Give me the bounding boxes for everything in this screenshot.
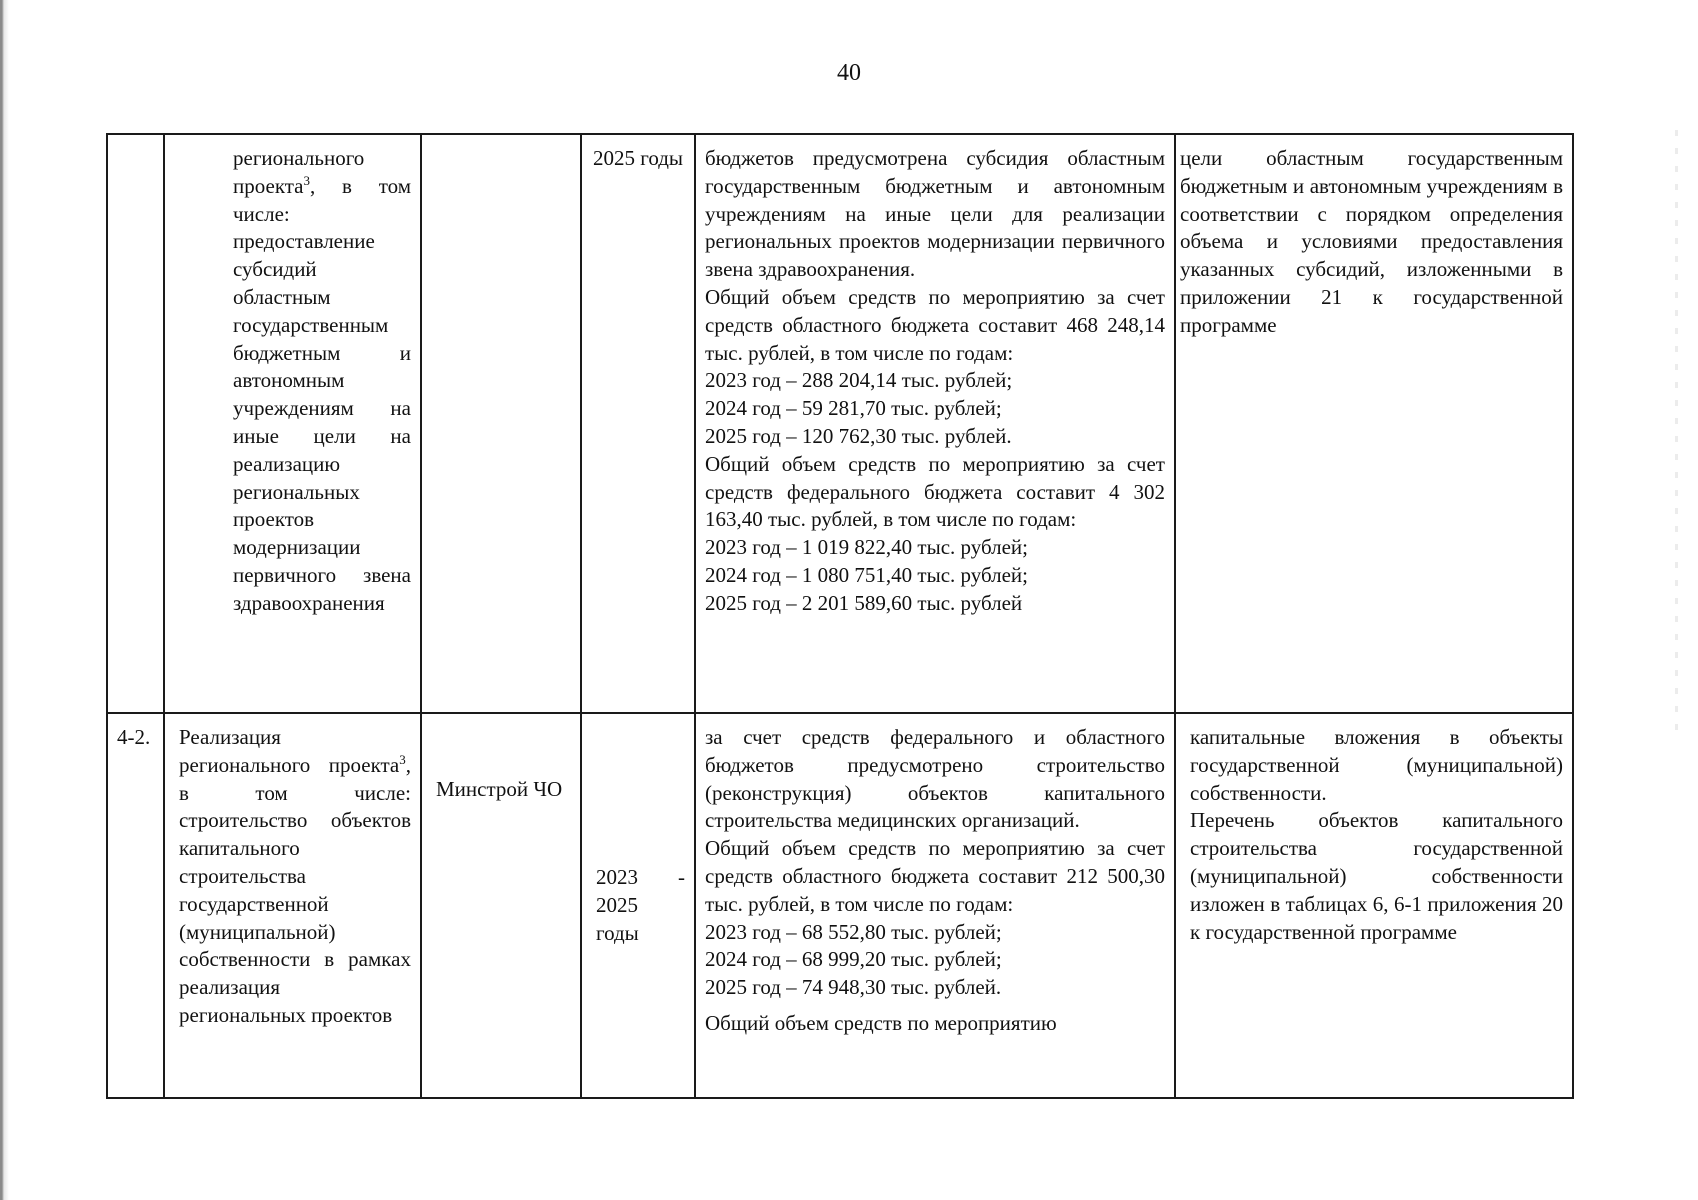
description-paragraph: 2024 год – 59 281,70 тыс. рублей;	[705, 396, 1002, 421]
row-number-cell	[107, 713, 164, 1098]
measure-name: Реализация регионального проекта$^3$, в том числе: строительство объектов капитального строительства государственной (муниципальной) собственности в рамках реализация региональных проектов	[179, 725, 411, 1027]
measures-table	[106, 133, 1574, 1099]
description-paragraph: Общий объем средств по мероприятию за счет средств областного бюджета составит 212 500,30 тыс. рублей, в том числе по годам:	[705, 836, 1165, 916]
description-paragraph: 2025 год – 2 201 589,60 тыс. рублей	[705, 590, 1023, 615]
description-paragraph: Общий объем средств по мероприятию за счет средств федерального бюджета составит 4 302 163,40 тыс. рублей, в том числе по годам:	[705, 451, 1165, 532]
description-paragraph: Общий объем средств по мероприятию	[705, 1010, 1057, 1035]
description-paragraph: за счет средств федерального и областного бюджетов предусмотрено строительство (реконструкция) объектов капитального строительства медицинских организаций.	[705, 725, 1165, 833]
description-paragraph: 2023 год – 288 204,14 тыс. рублей;	[705, 368, 1013, 393]
notes-paragraph: цели областным государственным бюджетным и автономным учреждениям в соответствии с порядком определения объема и условиями предоставления указанных субсидий, изложенными в приложении 21 к государственной программе	[1180, 146, 1563, 337]
table-row	[107, 134, 1573, 713]
scan-edge-left	[0, 0, 9, 1200]
description-paragraph: бюджетов предусмотрена субсидия областным государственным бюджетным и автономным учреждениям на иные цели для реализации региональных проектов модернизации первичного звена здравоохранения.	[705, 146, 1165, 282]
notes-cell	[1175, 134, 1573, 713]
executor-cell	[421, 134, 581, 713]
row-number: 4-2.	[117, 725, 151, 749]
period-cell	[581, 134, 695, 713]
period-cell	[581, 713, 695, 1098]
measure-name-cell	[164, 713, 421, 1098]
description-paragraph: 2024 год – 68 999,20 тыс. рублей;	[705, 947, 1002, 972]
measure-name: регионального проекта$^3$, в том числе: предоставление субсидий областным государственным бюджетным и автономным учреждениям на иные цели на реализацию региональных проектов модернизации первичного звена здравоохранения	[233, 146, 411, 615]
paragraph-gap	[705, 1002, 1165, 1010]
executor: Минстрой ЧО	[436, 777, 563, 801]
description-paragraph: 2025 год – 120 762,30 тыс. рублей.	[705, 423, 1012, 448]
notes-paragraph: Перечень объектов капитального строительства государственной (муниципальной) собственности изложен в таблицах 6, 6-1 приложения 20 к государственной программе	[1190, 808, 1563, 944]
description-paragraph: 2023 год – 68 552,80 тыс. рублей;	[705, 919, 1002, 944]
period: 2023 - 2025 годы	[596, 865, 685, 945]
notes-cell	[1175, 713, 1573, 1098]
description-cell	[695, 134, 1175, 713]
page-number: 40	[837, 60, 861, 86]
description-cell	[695, 713, 1175, 1098]
period: 2025 годы	[592, 146, 684, 170]
notes-paragraph: капитальные вложения в объекты государственной (муниципальной) собственности.	[1190, 725, 1563, 805]
executor-cell	[421, 713, 581, 1098]
description-paragraph: 2024 год – 1 080 751,40 тыс. рублей;	[705, 562, 1029, 587]
measure-name-cell	[164, 134, 421, 713]
table-row	[107, 713, 1573, 1098]
scan-edge-right	[1675, 130, 1678, 730]
row-number-cell	[107, 134, 164, 713]
description-paragraph: 2023 год – 1 019 822,40 тыс. рублей;	[705, 535, 1029, 560]
description-paragraph: 2025 год – 74 948,30 тыс. рублей.	[705, 975, 1002, 1000]
description-paragraph: Общий объем средств по мероприятию за счет средств областного бюджета составит 468 248,14 тыс. рублей, в том числе по годам:	[705, 284, 1165, 365]
